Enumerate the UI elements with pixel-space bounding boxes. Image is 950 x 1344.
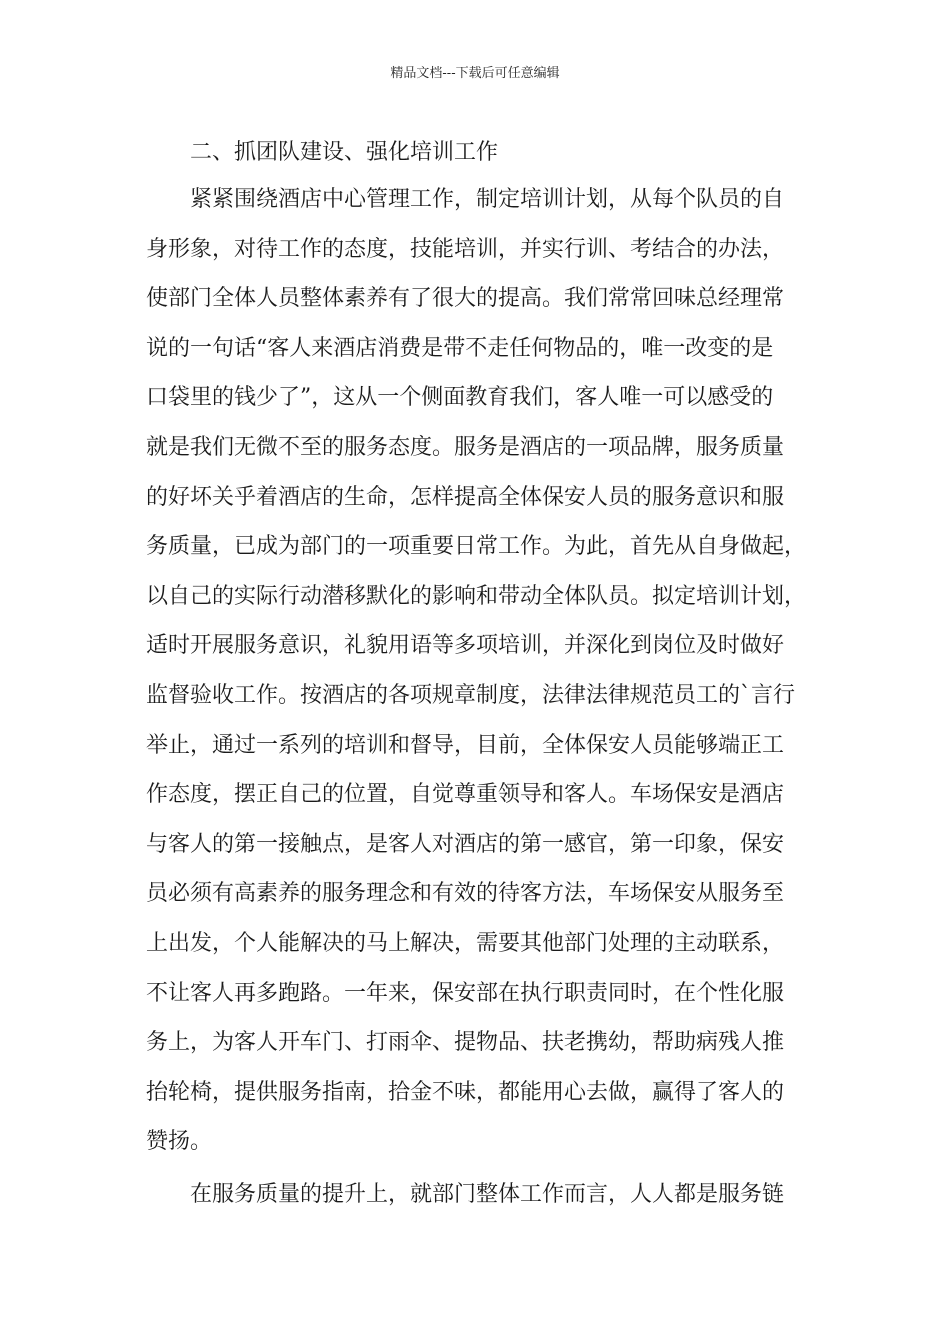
paragraph-1	[146, 185, 826, 1177]
paragraph-line: 务上，为客人开车门、打雨伞、提物品、扶老携幼，帮助病残人推	[146, 1030, 785, 1056]
paragraph-line: 监督验收工作。按酒店的各项规章制度，法律法律规范员工的`言行	[146, 682, 796, 708]
paragraph-line: 员必须有高素养的服务理念和有效的待客方法，车场保安从服务至	[146, 881, 785, 907]
paragraph-line: 与客人的第一接触点，是客人对酒店的第一感官，第一印象，保安	[146, 831, 785, 857]
paragraph-line: 口袋里的钱少了”，这从一个侧面教育我们，客人唯一可以感受的	[146, 385, 774, 411]
paragraph-line: 在服务质量的提升上，就部门整体工作而言，人人都是服务链	[190, 1182, 785, 1207]
paragraph-line: 以自己的实际行动潜移默化的影响和带动全体队员。拟定培训计划，	[146, 583, 807, 609]
page-header: 精品文档---下载后可任意编辑	[390, 66, 560, 81]
paragraph-line: 适时开展服务意识，礼貌用语等多项培训，并深化到岗位及时做好	[146, 633, 785, 659]
paragraph-line: 就是我们无微不至的服务态度。服务是酒店的一项品牌，服务质量	[146, 434, 785, 460]
paragraph-line: 使部门全体人员整体素养有了很大的提高。我们常常回味总经理常	[146, 286, 785, 312]
paragraph-line: 说的一句话“客人来酒店消费是带不走任何物品的，唯一改变的是	[146, 335, 774, 361]
paragraph-line: 举止，通过一系列的培训和督导，目前，全体保安人员能够端正工	[146, 732, 785, 758]
section-heading: 二、抓团队建设、强化培训工作	[190, 140, 499, 165]
paragraph-line: 抬轮椅，提供服务指南，拾金不味，都能用心去做，赢得了客人的	[146, 1079, 785, 1105]
paragraph-2	[146, 1180, 826, 1230]
paragraph-line: 身形象，对待工作的态度，技能培训，并实行训、考结合的办法，	[146, 236, 785, 262]
paragraph-line: 不让客人再多跑路。一年来，保安部在执行职责同时，在个性化服	[146, 980, 785, 1006]
paragraph-line: 紧紧围绕酒店中心管理工作，制定培训计划，从每个队员的自	[190, 187, 785, 212]
paragraph-line: 赞扬。	[146, 1129, 213, 1155]
paragraph-line: 务质量，已成为部门的一项重要日常工作。为此，首先从自身做起，	[146, 534, 807, 560]
paragraph-line: 上出发，个人能解决的马上解决，需要其他部门处理的主动联系，	[146, 930, 785, 956]
paragraph-line: 作态度，摆正自己的位置，自觉尊重领导和客人。车场保安是酒店	[146, 782, 785, 808]
paragraph-line: 的好坏关乎着酒店的生命，怎样提高全体保安人员的服务意识和服	[146, 484, 785, 510]
